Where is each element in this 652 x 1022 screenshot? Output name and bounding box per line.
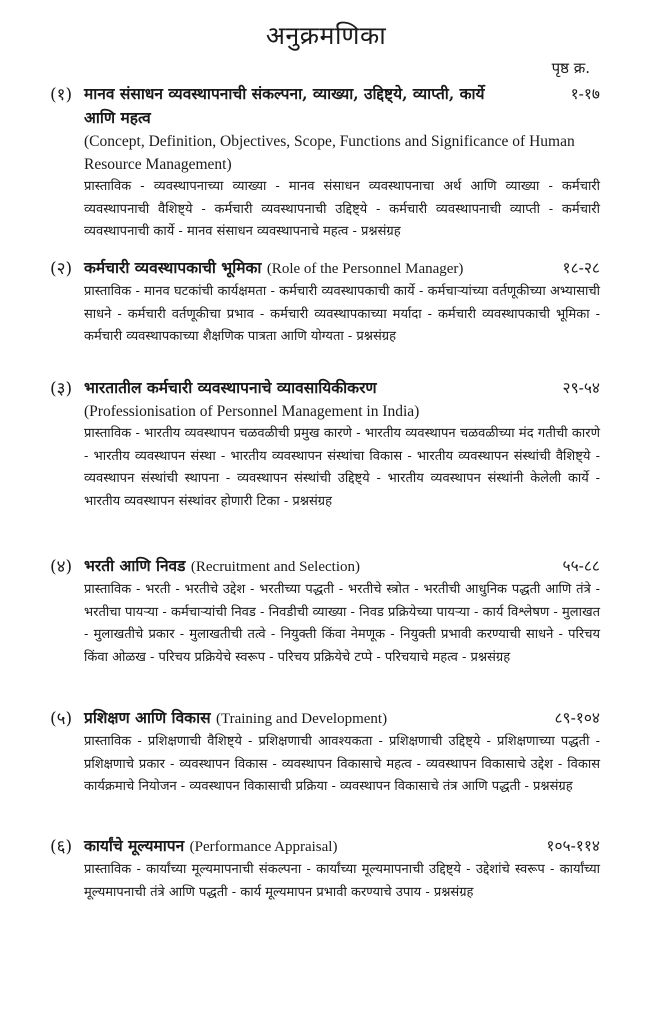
entry-number: (५): [50, 709, 73, 729]
toc-entry-3: [50, 376, 600, 513]
entry-heading-text: प्रशिक्षण आणि विकास: [84, 708, 211, 727]
entry-description: प्रास्ताविक - भारतीय व्यवस्थापन चळवळीची प्रमुख कारणे - भारतीय व्यवस्थापन चळवळीच्या मंद गतीची कारणे - भारतीय व्यवस्थापन संस्था - भारतीय व्यवस्थापन संस्थांचा विकास - भारतीय व्यवस्थापन संस्थांची वैशिष्ट्ये - व्यवस्थापन संस्थांची स्थापना - व्यवस्थापन संस्थांची उद्दिष्ट्ये - भारतीय व्यवस्थापन संस्थांनी केलेली कार्ये - भारतीय व्यवस्थापन संस्थांवर होणारी टिका - प्रश्नसंग्रह: [84, 426, 600, 509]
entry-english-title: (Training and Development): [215, 711, 388, 727]
entry-heading: [84, 834, 600, 859]
entry-description: प्रास्ताविक - भरती - भरतीचे उद्देश - भरतीच्या पद्धती - भरतीचे स्त्रोत - भरतीची आधुनिक पद्धती आणि तंत्रे - भरतीचा पायऱ्या - कर्मचाऱ्यांची निवड - निवडीची व्याख्या - निवड प्रक्रियेच्या पायऱ्या - कार्य विश्लेषण - मुलाखत - मुलाखतीचे प्रकार - मुलाखतीची तत्वे - नियुक्ती किंवा नेमणूक - नियुक्ती प्रभावी करण्याची साधने - परिचय किंवा ओळख - परिचय प्रक्रियेचे स्वरूप - परिचय प्रक्रियेचे टप्पे - परिचयाचे महत्व - प्रश्नसंग्रह: [84, 582, 600, 665]
entry-number: (४): [50, 557, 73, 577]
entry-description: प्रास्ताविक - प्रशिक्षणाची वैशिष्ट्ये - प्रशिक्षणाची आवश्यकता - प्रशिक्षणाची उद्दिष्ट्ये - प्रशिक्षणाच्या पद्धती - प्रशिक्षणाचे प्रकार - व्यवस्थापन विकास - व्यवस्थापन विकासाचे महत्व - व्यवस्थापन विकासाचे उद्देश - विकास कार्यक्रमाचे नियोजन - व्यवस्थापन विकासाची प्रक्रिया - व्यवस्थापन विकासाचे तंत्र आणि पद्धती - प्रश्नसंग्रह: [84, 734, 600, 794]
entry-heading-text: भारतातील कर्मचारी व्यवस्थापनाचे व्यावसायिकीकरण: [84, 378, 377, 397]
toc-entry-1: [50, 82, 600, 244]
entry-heading-text: मानव संसाधन व्यवस्थापनाची संकल्पना, व्याख्या, उद्दिष्ट्ये, व्याप्ती, कार्ये आणि महत्व: [84, 84, 485, 127]
entry-english-subtitle: (Concept, Definition, Objectives, Scope, Functions and Significance of Human Resource Management): [84, 133, 575, 173]
entry-number: (१): [50, 85, 73, 105]
entry-heading: [84, 376, 600, 400]
entry-heading-text: भरती आणि निवड: [84, 556, 186, 575]
toc-entry-5: [50, 706, 600, 799]
entry-heading: [84, 82, 600, 130]
page-number-column-label: पृष्ठ क्र.: [551, 59, 590, 77]
entry-heading: [84, 706, 600, 731]
entry-page-range: २९-५४: [562, 379, 600, 397]
entry-heading-text: कर्मचारी व्यवस्थापकाची भूमिका: [84, 258, 262, 277]
entry-english-title: (Role of the Personnel Manager): [266, 261, 464, 277]
entry-description: प्रास्ताविक - व्यवस्थापनाच्या व्याख्या - मानव संसाधन व्यवस्थापनाचा अर्थ आणि व्याख्या - कर्मचारी व्यवस्थापनाची वैशिष्ट्ये - कर्मचारी व्यवस्थापनाची उद्दिष्ट्ये - कर्मचारी व्यवस्थापनाची व्याप्ती - कर्मचारी व्यवस्थापनाची कार्ये - मानव संसाधन व्यवस्थापनाचे महत्व - प्रश्नसंग्रह: [84, 179, 600, 239]
entry-number: (३): [50, 379, 73, 399]
toc-entry-2: [50, 256, 600, 349]
entry-english-title: (Performance Appraisal): [189, 839, 338, 855]
toc-entry-6: [50, 834, 600, 904]
entry-description: प्रास्ताविक - कार्यांच्या मूल्यमापनाची संकल्पना - कार्यांच्या मूल्यमापनाची उद्दिष्ट्ये - उद्देशांचे स्वरूप - कार्यांच्या मूल्यमापनाची तंत्रे आणि पद्धती - कार्य मूल्यमापन प्रभावी करण्याचे उपाय - प्रश्नसंग्रह: [84, 862, 600, 900]
entry-heading: [84, 554, 600, 579]
entry-page-range: १-१७: [570, 85, 600, 103]
entry-description: प्रास्ताविक - मानव घटकांची कार्यक्षमता - कर्मचारी व्यवस्थापकाची कार्ये - कर्मचाऱ्यांच्या वर्तणूकीच्या अभ्यासाची साधने - कर्मचारी वर्तणूकीचा प्रभाव - कर्मचारी व्यवस्थापकाच्या मर्यादा - कर्मचारी व्यवस्थापकाची भूमिका - कर्मचारी व्यवस्थापकाच्या शैक्षणिक पात्रता आणि योग्यता - प्रश्नसंग्रह: [84, 284, 600, 344]
entry-page-range: १०५-११४: [546, 837, 600, 855]
entry-number: (६): [50, 837, 73, 857]
entry-english-title: (Recruitment and Selection): [190, 559, 360, 575]
entry-english-subtitle: (Professionisation of Personnel Management in India): [84, 403, 420, 420]
entry-page-range: ८९-१०४: [554, 709, 600, 727]
page-title: अनुक्रमणिका: [265, 21, 387, 50]
entry-number: (२): [50, 259, 73, 279]
entry-heading-text: कार्यांचे मूल्यमापन: [84, 836, 185, 855]
entry-page-range: ५५-८८: [562, 557, 600, 575]
toc-entry-4: [50, 554, 600, 669]
entry-page-range: १८-२८: [562, 259, 600, 277]
entry-heading: [84, 256, 600, 281]
